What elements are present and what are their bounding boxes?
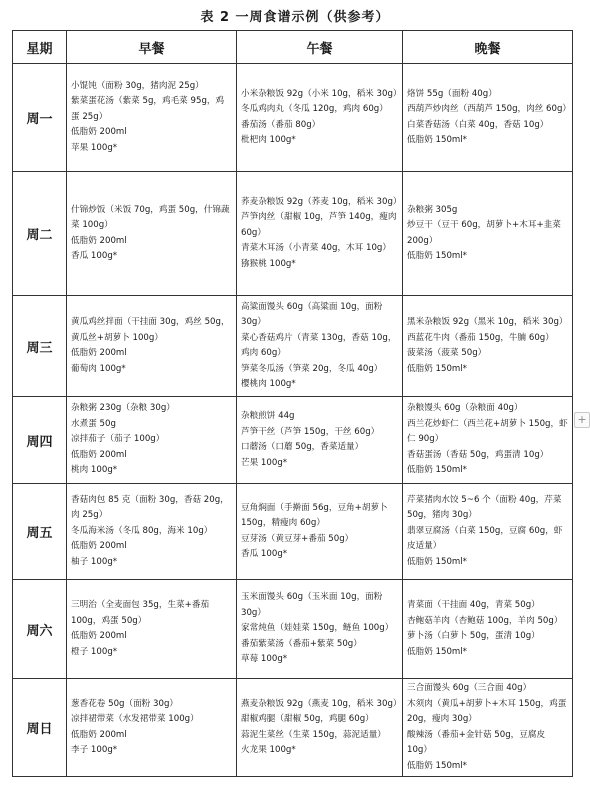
dinner-cell [403, 679, 573, 777]
breakfast-cell [67, 172, 237, 296]
menu-item: 杂粮粥 305g [407, 204, 458, 215]
menu-item: 凉拌裙带菜（水发裙带菜 100g） [71, 714, 199, 724]
weekday-cell: 周二 [13, 172, 67, 296]
menu-item: 番茄紫菜汤（番茄+紫菜 50g） [241, 638, 362, 649]
menu-item: 香菇肉包 85 克（面粉 30g，香菇 20g，肉 25g） [71, 494, 229, 521]
weekday-cell: 周四 [13, 397, 67, 484]
table-title: 表 2 一周食谱示例（供参考） [200, 10, 390, 25]
menu-item: 芦笋干丝（芦笋 150g，干丝 60g） [241, 426, 380, 437]
dinner-cell [403, 296, 573, 397]
menu-item: 葱香花卷 50g（面粉 30g） [71, 698, 178, 709]
menu-item: 香瓜 100g* [241, 549, 288, 559]
menu-item: 家常炖鱼（娃娃菜 150g，鲢鱼 100g） [241, 623, 394, 634]
menu-item: 水煮蛋 50g [71, 418, 116, 429]
menu-item: 三明治（全麦面包 35g，生菜+番茄 100g，鸡蛋 50g） [71, 600, 210, 626]
menu-item: 低脂奶 200ml [71, 449, 127, 460]
table-row [13, 296, 573, 397]
menu-item: 黄瓜鸡丝拌面（干挂面 30g，鸡丝 50g，黄瓜丝+胡萝卜 100g） [71, 317, 230, 343]
breakfast-cell [67, 296, 237, 397]
menu-item: 橙子 100g* [71, 646, 118, 657]
menu-item: 燕麦杂粮饭 92g（燕麦 10g，稻米 30g） [241, 698, 402, 709]
menu-item: 甜椒鸡腿（甜椒 50g，鸡腿 60g） [241, 714, 374, 724]
dinner-cell [403, 580, 573, 679]
menu-item: 低脂奶 150ml* [407, 646, 467, 657]
menu-item: 紫菜蛋花汤（紫菜 5g，鸡毛菜 95g，鸡蛋 25g） [71, 96, 225, 122]
menu-item: 青菜面（干挂面 40g，青菜 50g） [407, 600, 540, 610]
breakfast-cell [67, 679, 237, 777]
menu-item: 三合面馒头 60g（三合面 40g） [407, 683, 532, 693]
menu-item: 炒豆干（豆干 60g，胡萝卜+木耳+韭菜 200g） [407, 220, 561, 246]
menu-item: 樱桃肉 100g* [241, 379, 296, 389]
lunch-cell [237, 679, 403, 777]
table-row [13, 64, 573, 172]
menu-item: 草莓 100g* [241, 654, 288, 665]
header-breakfast: 早餐 [67, 31, 237, 64]
menu-item: 西兰花炒虾仁（西兰花+胡萝卜 150g，虾仁 90g） [407, 418, 568, 445]
menu-item: 低脂奶 200ml [71, 127, 127, 138]
menu-item: 低脂奶 150ml* [407, 251, 467, 261]
menu-item: 冬瓜海米汤（冬瓜 80g，海米 10g） [71, 525, 213, 536]
menu-item: 低脂奶 150ml* [407, 465, 467, 476]
menu-item: 芒果 100g* [241, 457, 288, 468]
menu-item: 木须肉（黄瓜+胡萝卜+木耳 150g，鸡蛋 20g，瘦肉 30g） [407, 698, 567, 724]
menu-item: 白菜香菇汤（白菜 40g，香菇 10g） [407, 119, 549, 130]
menu-item: 芹菜猪肉水饺 5~6 个（面粉 40g，芹菜 50g，猪肉 30g） [407, 494, 562, 521]
header-row [13, 31, 573, 64]
weekly-menu-table [12, 30, 573, 777]
menu-item: 香菇蛋汤（香菇 50g，鸡蛋清 10g） [407, 449, 549, 460]
menu-item: 黑米杂粮饭 92g（黑米 10g，稻米 30g） [407, 317, 568, 327]
menu-item: 高粱面馒头 60g（高粱面 10g，面粉 30g） [241, 301, 383, 327]
menu-item: 萝卜汤（白萝卜 50g，蛋清 10g） [407, 631, 540, 641]
menu-item: 小馄饨（面粉 30g，猪肉泥 25g） [71, 80, 204, 91]
menu-item: 杂粮煎饼 44g [241, 411, 295, 421]
menu-item: 蒜泥生菜丝（生菜 150g，蒜泥适量） [241, 729, 386, 740]
menu-item: 低脂奶 200ml [71, 348, 127, 358]
breakfast-cell [67, 580, 237, 679]
menu-item: 低脂奶 200ml [71, 541, 127, 552]
menu-item: 凉拌茄子（茄子 100g） [71, 434, 165, 445]
dinner-cell [403, 64, 573, 172]
header-lunch: 午餐 [237, 31, 403, 64]
menu-item: 小米杂粮饭 92g（小米 10g，稻米 30g） [241, 88, 402, 99]
menu-item: 酸辣汤（番茄+金针菇 50g，豆腐皮 10g） [407, 729, 546, 755]
breakfast-cell [67, 397, 237, 484]
menu-item: 西葫芦炒肉丝（西葫芦 150g，肉丝 60g） [407, 104, 572, 114]
menu-item: 玉米面馒头 60g（玉米面 10g，面粉 30g） [241, 592, 383, 618]
menu-item: 口蘑汤（口蘑 50g，香菜适量） [241, 442, 364, 452]
header-dinner: 晚餐 [403, 31, 573, 64]
menu-item: 低脂奶 150ml* [407, 556, 467, 567]
lunch-cell [237, 484, 403, 580]
menu-item: 低脂奶 150ml* [407, 363, 467, 374]
add-row-handle[interactable]: + [574, 412, 590, 428]
menu-item: 猕猴桃 100g* [241, 258, 296, 269]
menu-item: 翡翠豆腐汤（白菜 150g，豆腐 60g，虾皮适量） [407, 525, 563, 552]
menu-item: 低脂奶 150ml* [407, 135, 467, 145]
weekday-cell: 周一 [13, 64, 67, 172]
menu-item: 葡萄肉 100g* [71, 363, 126, 374]
weekday-cell: 周五 [13, 484, 67, 580]
menu-item: 低脂奶 200ml [71, 729, 127, 740]
menu-item: 菜心香菇鸡片（青菜 130g，香菇 10g，鸡肉 60g） [241, 332, 397, 358]
menu-item: 苹果 100g* [71, 142, 118, 153]
lunch-cell [237, 580, 403, 679]
lunch-cell [237, 397, 403, 484]
menu-item: 枇杷肉 100g* [241, 135, 296, 145]
menu-item: 西蓝花牛肉（番茄 150g，牛腩 60g） [407, 332, 554, 343]
breakfast-cell [67, 64, 237, 172]
menu-item: 菠菜汤（菠菜 50g） [407, 348, 487, 358]
menu-item: 青菜木耳汤（小青菜 40g，木耳 10g） [241, 243, 391, 254]
table-row [13, 397, 573, 484]
menu-item: 低脂奶 200ml [71, 235, 127, 246]
dinner-cell [403, 172, 573, 296]
menu-item: 荞麦杂粮饭 92g（荞麦 10g，稻米 30g） [241, 196, 402, 207]
weekday-cell: 周三 [13, 296, 67, 397]
weekday-cell: 周六 [13, 580, 67, 679]
menu-item: 桃肉 100g* [71, 465, 118, 476]
menu-item: 豆角焖面（手擀面 56g，豆角+胡萝卜 150g，精瘦肉 60g） [241, 502, 388, 528]
menu-item: 香瓜 100g* [71, 251, 118, 261]
menu-item: 番茄汤（番茄 80g） [241, 119, 321, 130]
header-weekday: 星期 [13, 31, 67, 64]
lunch-cell [237, 64, 403, 172]
breakfast-cell [67, 484, 237, 580]
menu-item: 李子 100g* [71, 745, 118, 755]
menu-item: 烙饼 55g（面粉 40g） [407, 88, 497, 99]
lunch-cell [237, 296, 403, 397]
menu-item: 低脂奶 150ml* [407, 760, 467, 771]
table-row [13, 484, 573, 580]
menu-item: 什锦炒饭（米饭 70g，鸡蛋 50g，什锦蔬菜 100g） [71, 204, 230, 230]
table-row [13, 679, 573, 777]
menu-item: 杏鲍菇羊肉（杏鲍菇 100g，羊肉 50g） [407, 615, 563, 626]
lunch-cell [237, 172, 403, 296]
menu-body [13, 64, 573, 777]
menu-item: 杂粮馒头 60g（杂粮面 40g） [407, 403, 523, 414]
dinner-cell [403, 397, 573, 484]
menu-item: 火龙果 100g* [241, 745, 296, 755]
weekday-cell: 周日 [13, 679, 67, 777]
menu-item: 低脂奶 200ml [71, 631, 127, 641]
menu-item: 柚子 100g* [71, 556, 118, 567]
dinner-cell [403, 484, 573, 580]
menu-item: 芦笋肉丝（甜椒 10g，芦笋 140g，瘦肉 60g） [241, 212, 397, 238]
menu-item: 冬瓜鸡肉丸（冬瓜 120g，鸡肉 60g） [241, 104, 388, 114]
menu-item: 杂粮粥 230g（杂粮 30g） [71, 403, 175, 414]
menu-item: 豆芽汤（黄豆芽+番茄 50g） [241, 533, 354, 544]
table-row [13, 580, 573, 679]
menu-item: 笋菜冬瓜汤（笋菜 20g，冬瓜 40g） [241, 363, 383, 374]
table-row [13, 172, 573, 296]
